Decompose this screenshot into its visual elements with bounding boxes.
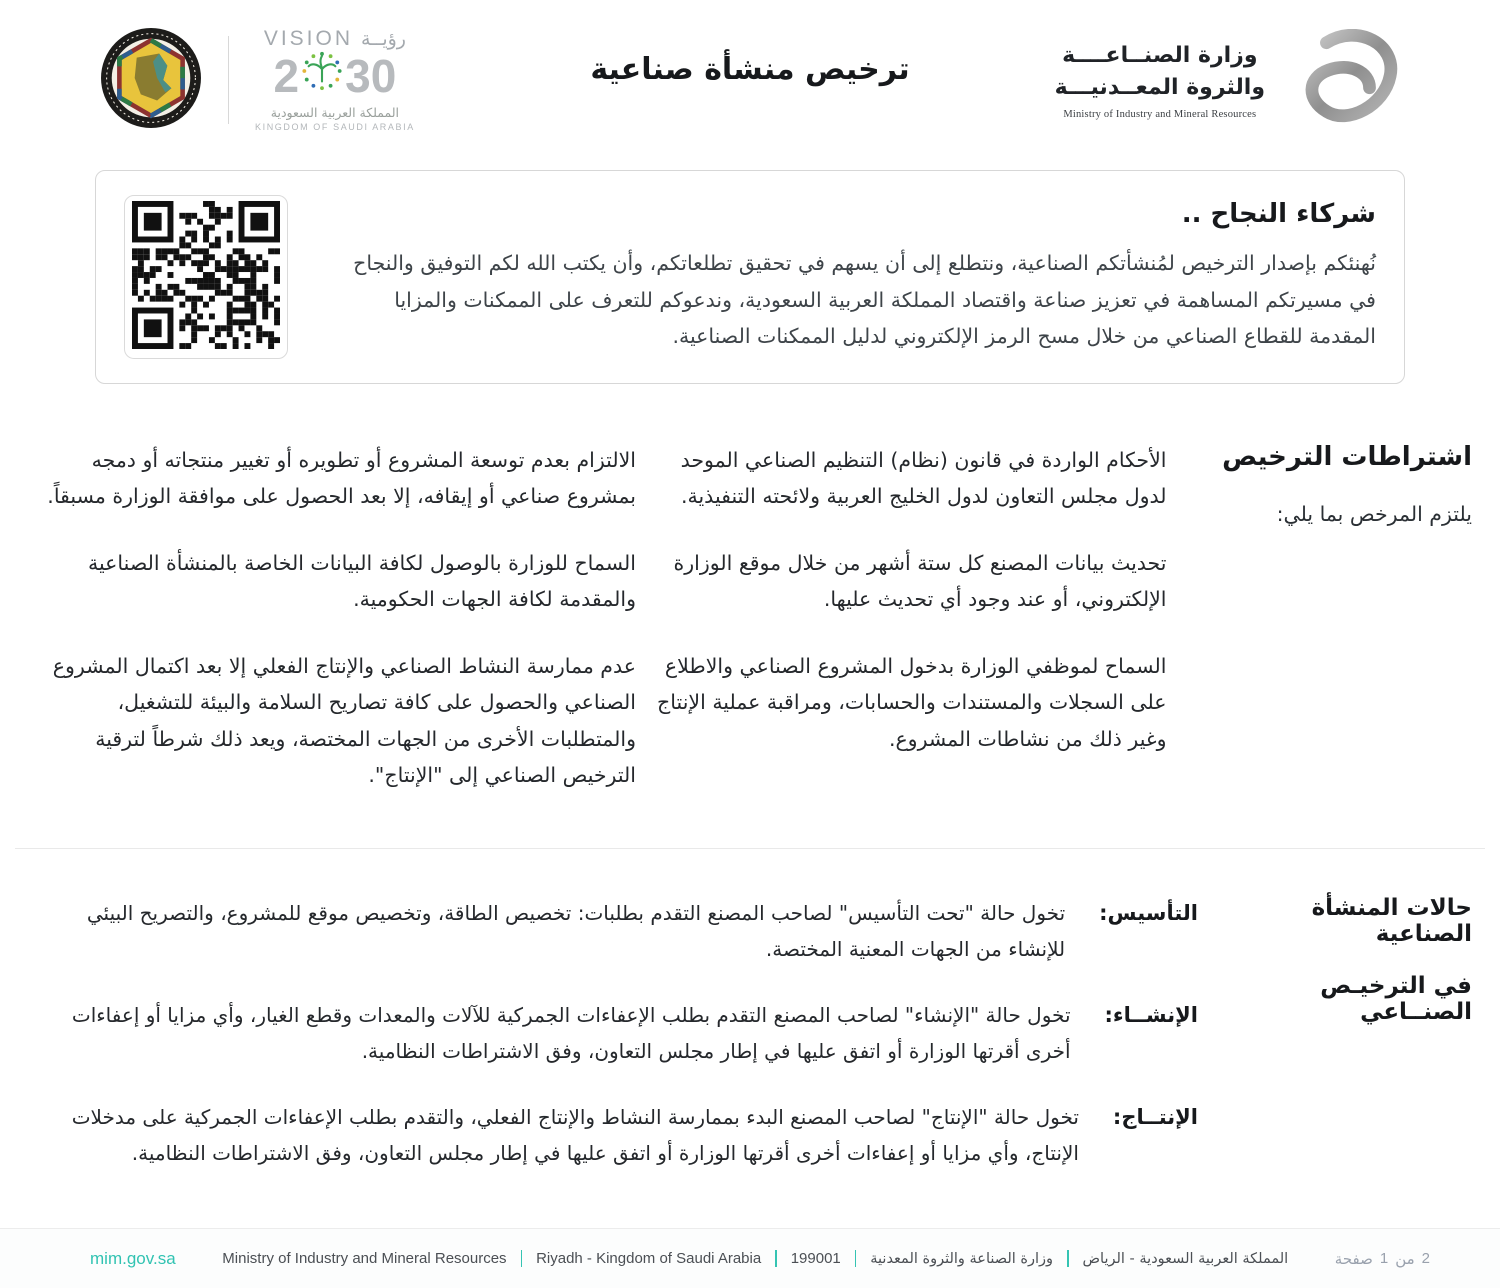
requirements-heading: اشتراطات الترخيص	[1222, 442, 1472, 472]
state-label: الإنتــاج:	[1112, 1104, 1198, 1129]
partners-body: نُهنئكم بإصدار الترخيص لمُنشأتكم الصناعية، ونتطلع إلى أن يسهم في تحقيق تطلعاتكم، وأن يكتب الله لكم التوفيق والنجاح في مسيرتكم المساهمة في تعزيز صناعة واقتصاد المملكة العربية السعودية، وندعوكم للتعرف على الممكنات والمزايا المقدمة للقطاع الصناعي من خلال مسح الرمز الإلكتروني لدليل الممكنات الصناعية.	[353, 251, 1376, 349]
partners-heading: شركاء النجاح ..	[1181, 199, 1376, 230]
requirement-item: عدم ممارسة النشاط الصناعي والإنتاج الفعلي إلا بعد اكتمال المشروع الصناعي والحصول على كافة تصاريح السلامة والبيئة للتشغيل، والمتطلبات الأخرى من الجهات المختصة، ويعد ذلك شرطاً لترقية الترخيص الصناعي إلى "الإنتاج".	[52, 653, 636, 788]
state-label: التأسيس:	[1099, 900, 1198, 925]
requirements-column-2	[28, 442, 636, 824]
header-left-logos	[100, 27, 415, 133]
bottom-bar-info	[222, 1250, 1288, 1267]
page-title: ترخيص منشأة صناعية	[590, 52, 910, 87]
qr-code	[132, 201, 280, 353]
ministry-name-ar-line2: والثروة المعــدنيـــة	[1054, 75, 1265, 100]
bar-phone: 199001	[790, 1250, 841, 1267]
vision-word-en: VISION	[263, 27, 354, 51]
vision-word-ar: رؤيــة	[361, 28, 406, 51]
bar-location-ar: المملكة العربية السعودية - الرياض	[1082, 1250, 1289, 1267]
bar-location-en: Riyadh - Kingdom of Saudi Arabia	[536, 1250, 762, 1267]
saudi-palm-emblem-icon	[301, 50, 343, 102]
state-text: تخول حالة "تحت التأسيس" لصاحب المصنع التقدم بطلبات: تخصيص الطاقة، وتخصيص موقع للمشروع، والتصريح البيئي للإنشاء من الجهات المعنية المختصة.	[86, 900, 1066, 961]
requirements-subheading: يلتزم المرخص بما يلي:	[1276, 502, 1472, 526]
vision-year-left: 2	[273, 49, 300, 102]
page-total: 2	[1421, 1250, 1430, 1267]
state-row-production	[28, 1099, 1198, 1171]
vision-country-ar: المملكة العربية السعودية	[270, 105, 400, 121]
ministry-name-ar-line1: وزارة الصنــاعــــة	[1062, 43, 1258, 69]
header-divider	[228, 36, 229, 124]
requirement-item: الالتزام بعدم توسعة المشروع أو تطويره أو تغيير منتجاته أو دمجه بمشروع صناعي أو إيقافه، إلا بعد الحصول على موافقة الوزارة مسبقاً.	[47, 448, 636, 509]
gcc-emblem-icon	[100, 27, 202, 133]
separator	[521, 1250, 523, 1267]
bar-ministry-en: Ministry of Industry and Mineral Resources	[222, 1250, 507, 1267]
vision-2030-logo	[255, 27, 415, 132]
success-partners-box	[95, 170, 1405, 384]
requirement-item: السماح لموظفي الوزارة بدخول المشروع الصناعي والاطلاع على السجلات والمستندات والحسابات، ومراقبة عملية الإنتاج وغير ذلك من نشاطات المشروع.	[657, 653, 1167, 751]
states-heading-line1: حالات المنشأة الصناعية	[1311, 894, 1472, 947]
separator	[1067, 1250, 1069, 1267]
ministry-name-en: Ministry of Industry and Mineral Resources	[1063, 108, 1257, 120]
page-word: صفحة	[1334, 1249, 1373, 1268]
page-indicator	[1335, 1250, 1430, 1268]
bar-ministry-ar: وزارة الصناعة والثروة المعدنية	[870, 1250, 1054, 1267]
state-row-construction	[28, 997, 1198, 1069]
ministry-logo	[1055, 29, 1405, 131]
states-heading-line2: في الترخيـص الصنــاعي	[1320, 972, 1472, 1025]
site-link[interactable]: mim.gov.sa	[90, 1248, 176, 1268]
license-requirements-section	[0, 442, 1500, 824]
requirement-item: السماح للوزارة بالوصول لكافة البيانات الخاصة بالمنشأة الصناعية والمقدمة لكافة الجهات الحكومية.	[87, 550, 636, 612]
facility-states-section	[0, 849, 1500, 1201]
separator	[775, 1250, 777, 1267]
vision-year-right: 30	[345, 49, 397, 102]
state-row-establishment	[28, 895, 1198, 967]
qr-code-frame	[124, 195, 288, 359]
page-header	[0, 0, 1500, 140]
vision-country-en: KINGDOM OF SAUDI ARABIA	[255, 121, 415, 132]
ministry-ribbon-icon	[1287, 29, 1405, 131]
separator	[855, 1250, 857, 1267]
page-number: 1	[1379, 1250, 1389, 1267]
state-text: تخول حالة "الإنتاج" لصاحب المصنع البدء بممارسة النشاط والإنتاج الفعلي، والتقدم بطلب الإعفاءات الجمركية على مدخلات الإنتاج، وأي مزايا أو إعفاءات أخرى أقرتها الوزارة أو اتفق عليها في إطار مجلس التعاون، وفق الاشتراطات النظامية.	[71, 1104, 1079, 1165]
requirement-item: تحديث بيانات المصنع كل ستة أشهر من خلال موقع الوزارة الإلكتروني، أو عند وجود أي تحديث عليها.	[673, 550, 1167, 612]
page-of-word: من	[1395, 1249, 1415, 1268]
state-label: الإنشــاء:	[1104, 1002, 1198, 1027]
bottom-bar	[0, 1228, 1500, 1288]
requirements-column-1	[647, 442, 1167, 824]
requirement-item: الأحكام الواردة في قانون (نظام) التنظيم الصناعي الموحد لدول مجلس التعاون لدول الخليج العربية ولائحته التنفيذية.	[680, 448, 1167, 509]
state-text: تخول حالة "الإنشاء" لصاحب المصنع التقدم بطلب الإعفاءات الجمركية للآلات والمعدات وقطع الغيار، وأي مزايا أو إعفاءات أخرى أقرتها الوزارة أو اتفق عليها في إطار مجلس التعاون، وفق الاشتراطات النظامية.	[71, 1002, 1071, 1063]
